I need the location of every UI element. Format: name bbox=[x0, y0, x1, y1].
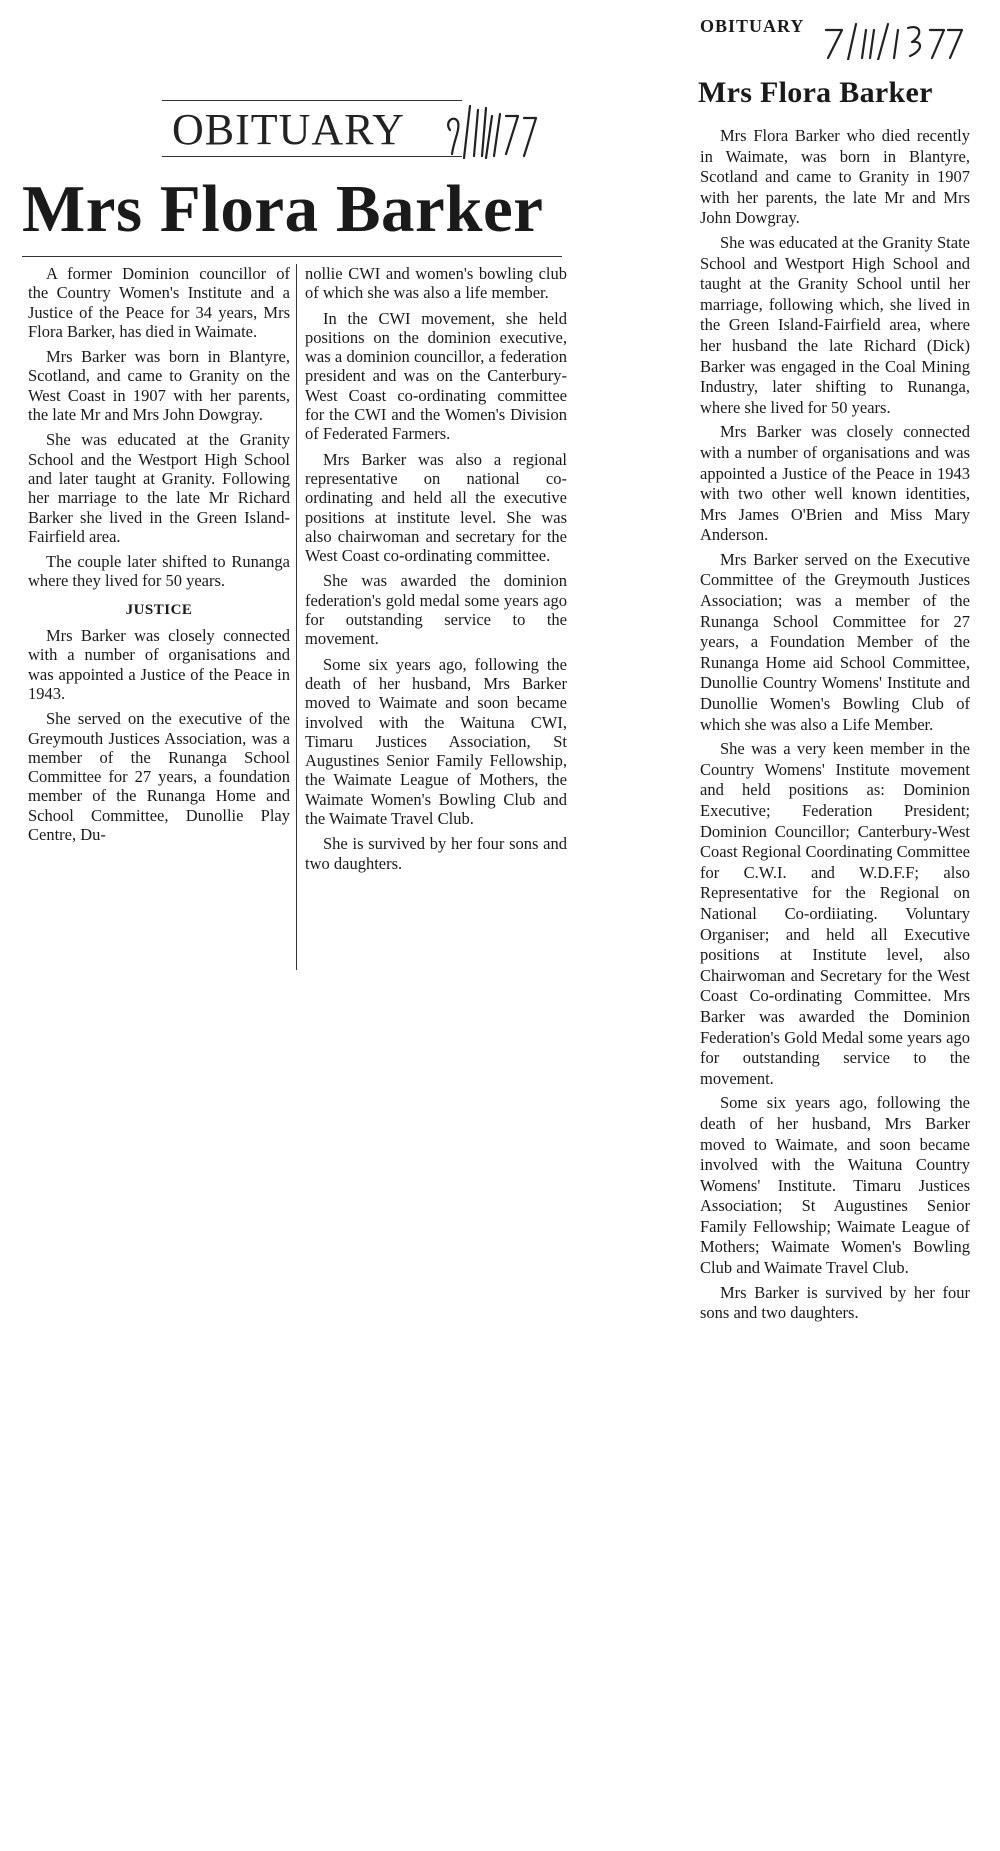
paragraph: In the CWI movement, she held positions on the dominion executive, was a dominion councillor, a federation president and was on the Canterbury-West Coast co-ordinating committee for the CWI and the Women's Division of Federated Farmers. bbox=[305, 308, 567, 444]
paragraph: Some six years ago, following the death of her husband, Mrs Barker moved to Waimate, and soon became involved with the Waituna Country Womens' Institute. Timaru Justices Association; St Augustines Senior Family Fellowship; Waimate League of Mothers; Waimate Women's Bowling Club and Waimate Travel Club. bbox=[700, 1093, 970, 1278]
paragraph: She was educated at the Granity State School and Westport High School and taught at the Granity School until her marriage, following which, she lived in the Green Island-Fairfield area, where her husband the late Richard (Dick) Barker was engaged in the Coal Mining Industry, later shifting to Runanga, where she lived for 50 years. bbox=[700, 232, 970, 417]
paragraph: She was educated at the Granity School and the Westport High School and later taught at Granity. Following her marriage to the late Mr Richard Barker she lived in the Green Island-Fairfield area. bbox=[28, 430, 290, 546]
paragraph: She was a very keen member in the Country Womens' Institute movement and held positions as: Dominion Executive; Federation President; Dominion Councillor; Canterbury-West Coast Regional Coordinating Committee for C.W.I. and W.D.F.F; also Representative for the Regional on National Co-ordiiating. Voluntary Organiser; and held all Executive positions at Institute level, also Chairwoman and Secretary for the West Coast Co-ordinating Committee. Mrs Barker was awarded the Dominion Federation's Gold Medal some years ago for outstanding service to the movement. bbox=[700, 739, 970, 1088]
section-subheading: JUSTICE bbox=[125, 601, 193, 618]
handwritten-date bbox=[440, 100, 550, 160]
paragraph: Mrs Barker was born in Blantyre, Scotland, and came to Granity on the West Coast in 1907 with her parents, the late Mr and Mrs John Dowgray. bbox=[28, 347, 290, 425]
paragraph: nollie CWI and women's bowling club of which she was also a life member. bbox=[305, 264, 567, 303]
paragraph: She is survived by her four sons and two daughters. bbox=[305, 834, 567, 873]
article-column-2 bbox=[305, 264, 567, 879]
handwritten-date bbox=[820, 20, 970, 60]
paragraph: Mrs Barker was closely connected with a number of organisations and was appointed a Justice of the Peace in 1943. bbox=[28, 626, 290, 703]
divider bbox=[22, 256, 562, 257]
paragraph: Mrs Barker is survived by her four sons and two daughters. bbox=[700, 1282, 970, 1323]
paragraph: Mrs Barker was also a regional representative on national co-ordinating and held all the executive positions at institute level. She was also chairwoman and secretary for the West Coast co-ordinating committee. bbox=[305, 449, 567, 566]
paragraph: Some six years ago, following the death of her husband, Mrs Barker moved to Waimate and soon became involved with the Waituna CWI, Timaru Justices Association, St Augustines Senior Family Fellowship, the Waimate League of Mothers, the Waimate Women's Bowling Club and the Waimate Travel Club. bbox=[305, 654, 567, 829]
paragraph: Mrs Barker was closely connected with a number of organisations and was appointed a Justice of the Peace in 1943 with two other well known identities, Mrs James O'Brien and Miss Mary Anderson. bbox=[700, 422, 970, 545]
paragraph: She was awarded the dominion federation's gold medal some years ago for outstanding service to the movement. bbox=[305, 571, 567, 649]
article-column-1 bbox=[28, 264, 290, 850]
paragraph: She served on the executive of the Greymouth Justices Association, was a member of the Runanga School Committee for 27 years, a foundation member of the Runanga Home and School Committee, Dunollie Play Centre, Du- bbox=[28, 709, 290, 845]
divider bbox=[162, 100, 462, 101]
obituary-heading-block bbox=[142, 100, 472, 158]
obituary-title: Mrs Flora Barker bbox=[698, 76, 933, 109]
obituary-heading: OBITUARY bbox=[172, 105, 405, 154]
obituary-clipping-left bbox=[22, 100, 578, 980]
paragraph: A former Dominion councillor of the Country Women's Institute and a Justice of the Peace for 34 years, Mrs Flora Barker, has died in Waimate. bbox=[28, 264, 290, 341]
paragraph: Mrs Flora Barker who died recently in Waimate, was born in Blantyre, Scotland and came to Granity in 1907 with her parents, the late Mr and Mrs John Dowgray. bbox=[700, 126, 970, 228]
obituary-clipping-right bbox=[690, 10, 975, 1845]
obituary-heading: OBITUARY bbox=[700, 16, 805, 36]
column-divider bbox=[296, 264, 297, 970]
divider bbox=[162, 156, 462, 157]
obituary-title: Mrs Flora Barker bbox=[22, 172, 544, 246]
paragraph: Mrs Barker served on the Executive Committee of the Greymouth Justices Association; was a member of the Runanga School Committee for 27 years, a Foundation Member of the Runanga Home aid School Committee, Dunollie Country Womens' Institute and Dunollie Women's Bowling Club of which she was also a Life Member. bbox=[700, 549, 970, 734]
article-body bbox=[700, 126, 970, 1328]
paragraph: The couple later shifted to Runanga where they lived for 50 years. bbox=[28, 552, 290, 591]
